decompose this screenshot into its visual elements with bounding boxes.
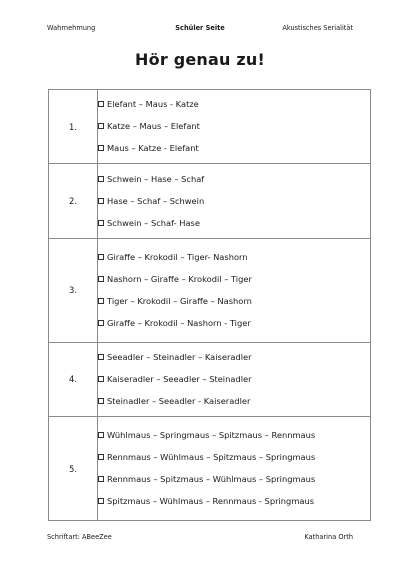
- page-footer: [47, 533, 353, 545]
- answer-text: Tiger – Krokodil – Giraffe – Nashorn: [107, 295, 252, 306]
- answer-text: Wühlmaus – Springmaus – Spitzmaus – Rennmaus: [107, 430, 316, 441]
- answer-option[interactable]: [98, 99, 370, 110]
- exercise-number: 4.: [49, 342, 98, 416]
- exercise-table: [48, 89, 371, 521]
- checkbox-icon[interactable]: [98, 276, 104, 282]
- answer-option[interactable]: [98, 318, 370, 329]
- checkbox-icon[interactable]: [98, 476, 104, 482]
- checkbox-icon[interactable]: [98, 145, 104, 151]
- exercise-options: [98, 238, 371, 342]
- exercise-number: 3.: [49, 238, 98, 342]
- checkbox-icon[interactable]: [98, 432, 104, 438]
- worksheet-title: Hör genau zu!: [135, 50, 265, 69]
- answer-text: Rennmaus – Wühlmaus – Spitzmaus – Springmaus: [107, 452, 316, 463]
- answer-option[interactable]: [98, 121, 370, 132]
- answer-option[interactable]: [98, 352, 370, 363]
- header-page-type: Schüler Seite: [175, 24, 225, 32]
- answer-text: Elefant – Maus - Katze: [107, 99, 199, 110]
- header-topic: Wahrnehmung: [47, 24, 96, 32]
- exercise-number: 1.: [49, 90, 98, 164]
- exercise-row: [49, 342, 371, 416]
- answer-option[interactable]: [98, 174, 370, 185]
- footer-author: Katharina Orth: [304, 533, 353, 541]
- checkbox-icon[interactable]: [98, 254, 104, 260]
- checkbox-icon[interactable]: [98, 320, 104, 326]
- answer-text: Giraffe – Krokodil – Nashorn - Tiger: [107, 317, 251, 328]
- answer-option[interactable]: [98, 218, 370, 229]
- page-header: [47, 24, 353, 36]
- checkbox-icon[interactable]: [98, 398, 104, 404]
- answer-option[interactable]: [98, 274, 370, 285]
- footer-font-note: Schriftart: ABeeZee: [47, 533, 112, 541]
- checkbox-icon[interactable]: [98, 498, 104, 504]
- exercise-options: [98, 164, 371, 238]
- exercise-options: [98, 90, 371, 164]
- checkbox-icon[interactable]: [98, 220, 104, 226]
- answer-text: Giraffe – Krokodil – Tiger- Nashorn: [107, 251, 248, 262]
- answer-text: Steinadler – Seeadler - Kaiseradler: [107, 395, 251, 406]
- checkbox-icon[interactable]: [98, 101, 104, 107]
- exercise-row: [49, 417, 371, 521]
- header-category: Akustisches Serialität: [282, 24, 353, 32]
- answer-option[interactable]: [98, 474, 370, 485]
- exercise-options: [98, 417, 371, 521]
- answer-option[interactable]: [98, 396, 370, 407]
- answer-text: Rennmaus – Spitzmaus – Wühlmaus – Springmaus: [107, 474, 316, 485]
- answer-text: Seeadler – Steinadler – Kaiseradler: [107, 351, 252, 362]
- exercise-row: [49, 164, 371, 238]
- answer-option[interactable]: [98, 296, 370, 307]
- exercise-options: [98, 342, 371, 416]
- checkbox-icon[interactable]: [98, 198, 104, 204]
- checkbox-icon[interactable]: [98, 376, 104, 382]
- answer-option[interactable]: [98, 374, 370, 385]
- answer-text: Spitzmaus – Wühlmaus – Rennmaus - Springmaus: [107, 496, 315, 507]
- exercise-number: 5.: [49, 417, 98, 521]
- answer-text: Katze – Maus – Elefant: [107, 121, 200, 132]
- exercise-row: [49, 90, 371, 164]
- checkbox-icon[interactable]: [98, 176, 104, 182]
- answer-text: Nashorn – Giraffe – Krokodil – Tiger: [107, 273, 252, 284]
- answer-text: Kaiseradler – Seeadler – Steinadler: [107, 373, 252, 384]
- answer-text: Maus – Katze - Elefant: [107, 143, 199, 154]
- answer-text: Schwein – Hase – Schaf: [107, 173, 205, 184]
- checkbox-icon[interactable]: [98, 123, 104, 129]
- exercise-row: [49, 238, 371, 342]
- answer-option[interactable]: [98, 496, 370, 507]
- answer-option[interactable]: [98, 252, 370, 263]
- checkbox-icon[interactable]: [98, 298, 104, 304]
- answer-option[interactable]: [98, 430, 370, 441]
- answer-option[interactable]: [98, 452, 370, 463]
- answer-text: Schwein – Schaf- Hase: [107, 217, 200, 228]
- exercise-number: 2.: [49, 164, 98, 238]
- checkbox-icon[interactable]: [98, 454, 104, 460]
- checkbox-icon[interactable]: [98, 354, 104, 360]
- answer-option[interactable]: [98, 196, 370, 207]
- answer-text: Hase – Schaf – Schwein: [107, 195, 205, 206]
- answer-option[interactable]: [98, 143, 370, 154]
